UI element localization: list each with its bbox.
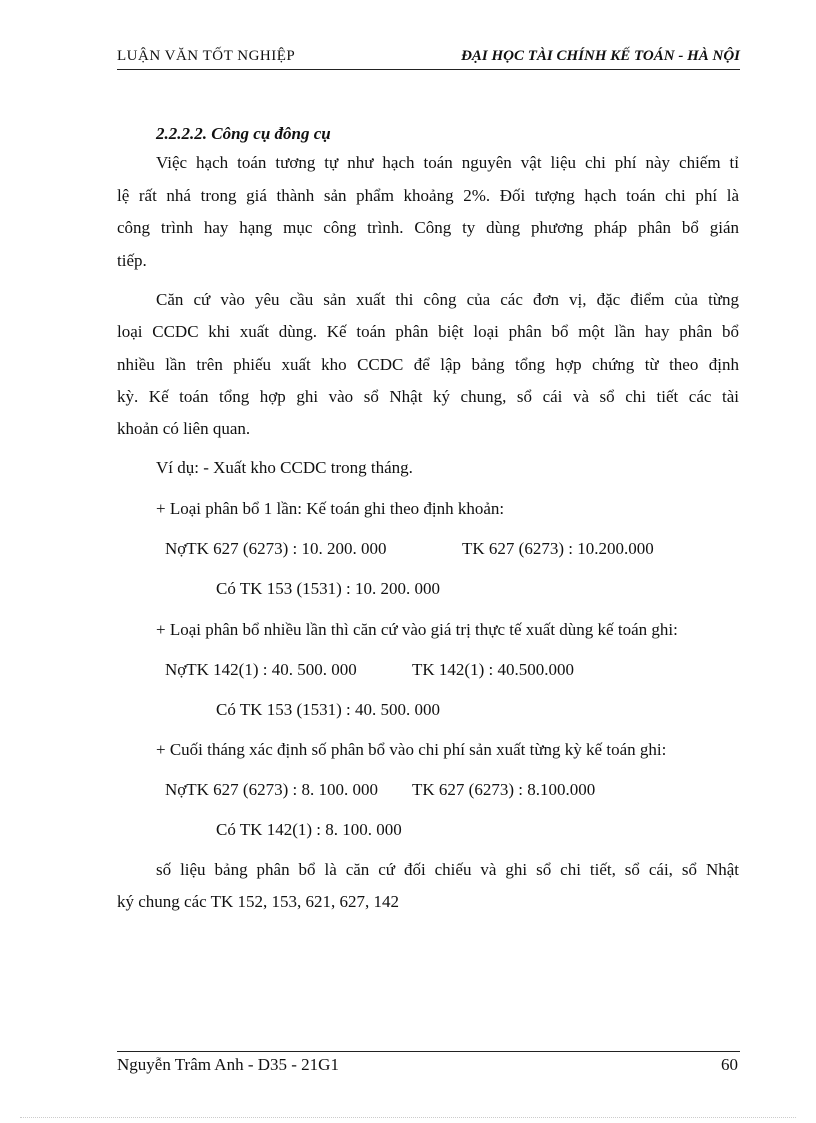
case-2-debit-right: TK 142(1) : 40.500.000 xyxy=(412,660,574,679)
case-3-debit: NợTK 627 (6273) : 8. 100. 000 xyxy=(165,780,378,799)
paragraph-1-line-3: công trình hay hạng mục công trình. Công ty dùng phương pháp phân bổ gián xyxy=(117,218,739,237)
paragraph-1-line-4: tiếp. xyxy=(117,251,147,270)
paragraph-2-line-4: kỳ. Kế toán tổng hợp ghi vào sổ Nhật ký chung, sổ cái và sổ chi tiết các tài xyxy=(117,387,739,406)
paragraph-2-line-5: khoản có liên quan. xyxy=(117,419,251,438)
footer-divider xyxy=(117,1051,740,1052)
case-1-title: + Loại phân bổ 1 lần: Kế toán ghi theo định khoản: xyxy=(156,499,505,518)
case-1-credit: Có TK 153 (1531) : 10. 200. 000 xyxy=(216,579,440,598)
paragraph-2-line-1: Căn cứ vào yêu cầu sản xuất thi công của các đơn vị, đặc điểm của từng xyxy=(156,290,739,309)
example-line: Ví dụ: - Xuất kho CCDC trong tháng. xyxy=(156,458,413,477)
case-2-credit: Có TK 153 (1531) : 40. 500. 000 xyxy=(216,700,440,719)
page-edge-dotted-line xyxy=(20,1117,796,1118)
header-title-left: LUẬN VĂN TỐT NGHIỆP xyxy=(117,48,296,64)
case-2-title: + Loại phân bổ nhiều lần thì căn cứ vào giá trị thực tế xuất dùng kế toán ghi: xyxy=(156,620,678,639)
paragraph-1-line-2: lệ rất nhá trong giá thành sản phẩm khoảng 2%. Đối tượng hạch toán chi phí là xyxy=(117,186,739,205)
header-title-right: ĐẠI HỌC TÀI CHÍNH KẾ TOÁN - HÀ NỘI xyxy=(461,48,740,64)
case-3-debit-right: TK 627 (6273) : 8.100.000 xyxy=(412,780,596,799)
closing-line-1: số liệu bảng phân bổ là căn cứ đối chiếu và ghi sổ chi tiết, sổ cái, sổ Nhật xyxy=(156,860,739,879)
closing-line-2: ký chung các TK 152, 153, 621, 627, 142 xyxy=(117,892,400,911)
footer-author: Nguyễn Trâm Anh - D35 - 21G1 xyxy=(117,1055,339,1074)
page-number: 60 xyxy=(721,1055,738,1074)
case-2-debit: NợTK 142(1) : 40. 500. 000 xyxy=(165,660,357,679)
paragraph-1-line-1: Việc hạch toán tương tự như hạch toán nguyên vật liệu chi phí này chiếm tỉ xyxy=(156,153,739,172)
case-3-credit: Có TK 142(1) : 8. 100. 000 xyxy=(216,820,402,839)
case-1-debit-right: TK 627 (6273) : 10.200.000 xyxy=(462,539,654,558)
case-3-title: + Cuối tháng xác định số phân bổ vào chi phí sản xuất từng kỳ kế toán ghi: xyxy=(156,740,667,759)
paragraph-2-line-3: nhiều lần trên phiếu xuất kho CCDC để lập bảng tổng hợp chứng từ theo định xyxy=(117,355,739,374)
header-divider xyxy=(117,69,740,70)
case-1-debit: NợTK 627 (6273) : 10. 200. 000 xyxy=(165,539,387,558)
section-heading: 2.2.2.2. Công cụ đông cụ xyxy=(156,124,331,143)
paragraph-2-line-2: loại CCDC khi xuất dùng. Kế toán phân biệt loại phân bổ một lần hay phân bổ xyxy=(117,322,739,341)
